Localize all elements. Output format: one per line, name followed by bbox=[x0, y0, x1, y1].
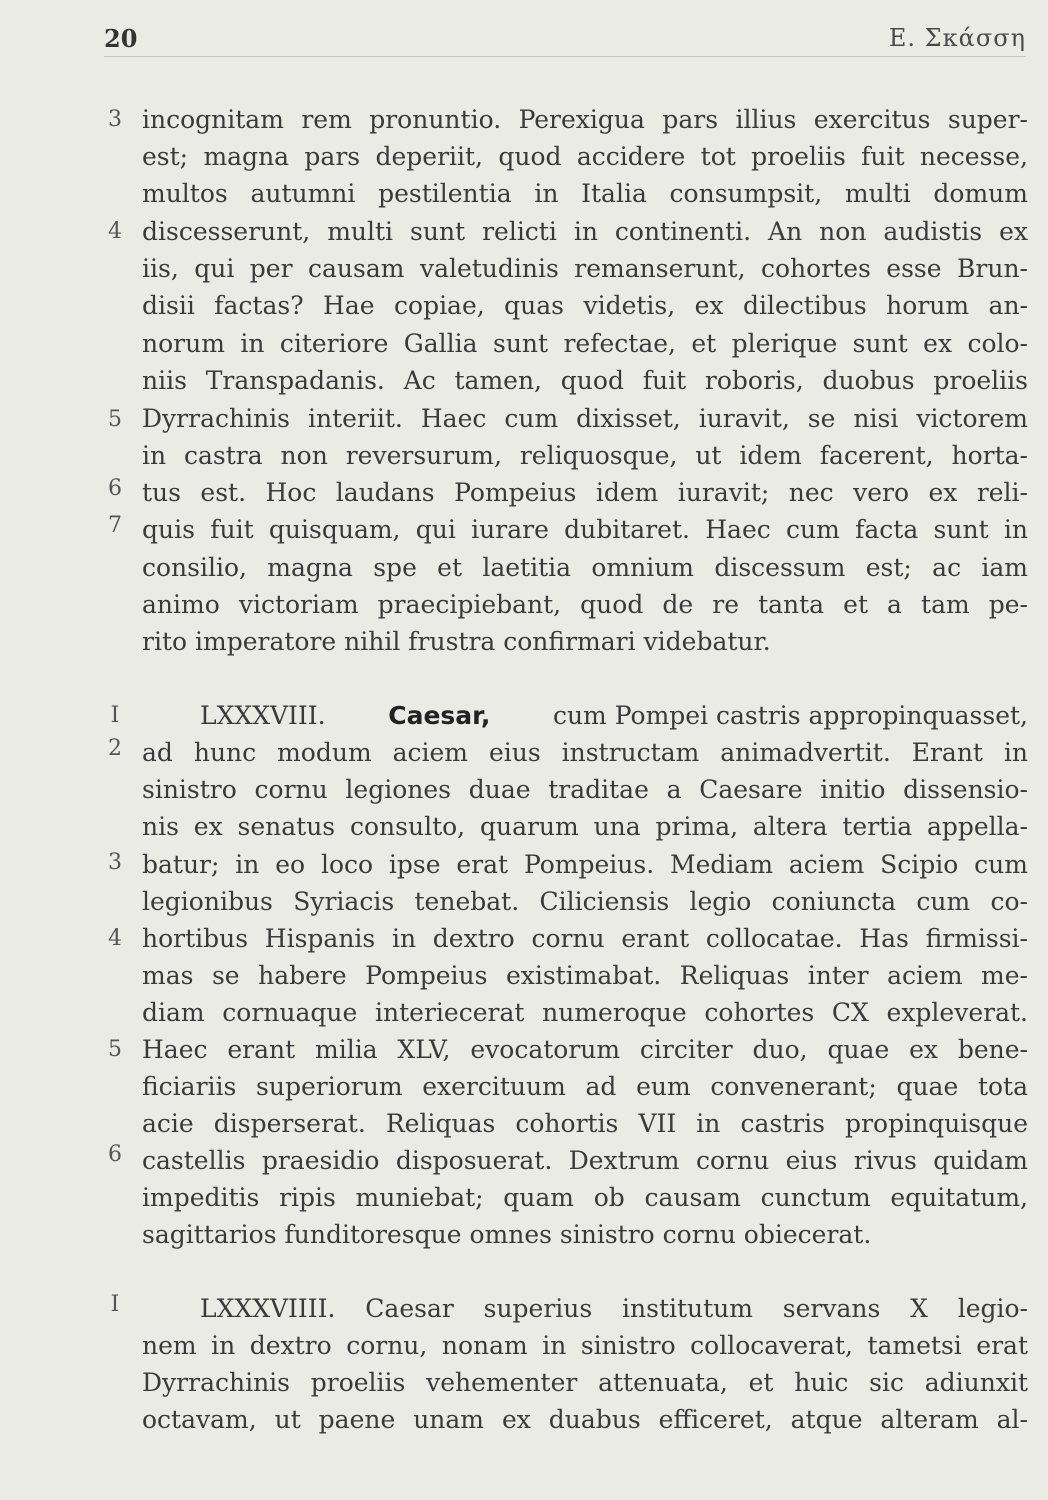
text-line: multos autumni pestilentia in Italia consumpsit, multi domum bbox=[142, 179, 1028, 208]
margin-number: 2 bbox=[108, 736, 122, 761]
margin-number: I bbox=[110, 703, 120, 728]
chapter-heading-line: LXXXVIIII. Caesar superius institutum servans X legio- bbox=[200, 1294, 1028, 1323]
text-line: norum in citeriore Gallia sunt refectae, et plerique sunt ex colo- bbox=[142, 329, 1028, 358]
margin-number: 3 bbox=[108, 850, 122, 875]
text-line: quis fuit quisquam, qui iurare dubitaret. Haec cum facta sunt in bbox=[142, 515, 1028, 544]
text-line: tus est. Hoc laudans Pompeius idem iuravit; nec vero ex reli- bbox=[142, 478, 1028, 507]
text-line: discesserunt, multi sunt relicti in continenti. An non audistis ex bbox=[142, 217, 1028, 246]
text-line: octavam, ut paene unam ex duabus efficeret, atque alteram al- bbox=[142, 1405, 1028, 1434]
text-line: impeditis ripis muniebat; quam ob causam cunctum equitatum, bbox=[142, 1183, 1028, 1212]
margin-number: 4 bbox=[108, 219, 122, 244]
text-line: sagittarios funditoresque omnes sinistro cornu obiecerat. bbox=[142, 1220, 872, 1249]
margin-number: 4 bbox=[108, 926, 122, 951]
margin-number: 6 bbox=[108, 1142, 122, 1167]
chapter-number: LXXXVIII. bbox=[200, 701, 326, 730]
text-line: mas se habere Pompeius existimabat. Reliquas inter aciem me- bbox=[142, 961, 1028, 990]
text-line: animo victoriam praecipiebant, quod de re tanta et a tam pe- bbox=[142, 590, 1028, 619]
margin-number: 7 bbox=[108, 513, 122, 538]
margin-number: 3 bbox=[108, 107, 122, 132]
text-line: niis Transpadanis. Ac tamen, quod fuit roboris, duobus proeliis bbox=[142, 366, 1028, 395]
text-line: diam cornuaque interiecerat numeroque cohortes CX expleverat. bbox=[142, 998, 1028, 1027]
text-line: nem in dextro cornu, nonam in sinistro collocaverat, tametsi erat bbox=[142, 1331, 1028, 1360]
text-line: ad hunc modum aciem eius instructam animadvertit. Erant in bbox=[142, 738, 1028, 767]
text-line: sinistro cornu legiones duae traditae a Caesare initio dissensio- bbox=[142, 775, 1028, 804]
chapter-heading-line bbox=[200, 699, 1028, 733]
text-line: Dyrrachinis proeliis vehementer attenuata, et huic sic adiunxit bbox=[142, 1368, 1028, 1397]
text-line: acie disperserat. Reliquas cohortis VII in castris propinquisque bbox=[142, 1109, 1028, 1138]
page-number: 20 bbox=[104, 24, 138, 53]
text-line: est; magna pars deperiit, quod accidere tot proeliis fuit necesse, bbox=[142, 142, 1028, 171]
text-line: hortibus Hispanis in dextro cornu erant collocatae. Has firmissi- bbox=[142, 924, 1028, 953]
margin-number: 5 bbox=[108, 407, 122, 432]
text-line: disii factas? Hae copiae, quas videtis, ex dilectibus horum an- bbox=[142, 291, 1028, 320]
margin-number: I bbox=[110, 1292, 120, 1317]
chapter-lead-word: Caesar, bbox=[388, 701, 491, 730]
page-header bbox=[0, 22, 1048, 62]
chapter-lead-text: cum Pompei castris appropinquasset, bbox=[552, 701, 1028, 730]
text-line: iis, qui per causam valetudinis remanserunt, cohortes esse Brun- bbox=[142, 254, 1028, 283]
margin-number: 5 bbox=[108, 1037, 122, 1062]
text-line: rito imperatore nihil frustra confirmari videbatur. bbox=[142, 627, 771, 656]
text-line: legionibus Syriacis tenebat. Ciliciensis legio coniuncta cum co- bbox=[142, 887, 1028, 916]
text-line: ficiariis superiorum exercituum ad eum convenerant; quae tota bbox=[142, 1072, 1028, 1101]
text-line: castellis praesidio disposuerat. Dextrum cornu eius rivus quidam bbox=[142, 1146, 1028, 1175]
running-head: E. Σκάσση bbox=[888, 24, 1026, 52]
text-line: incognitam rem pronuntio. Perexigua pars illius exercitus super- bbox=[142, 105, 1028, 134]
text-line: batur; in eo loco ipse erat Pompeius. Mediam aciem Scipio cum bbox=[142, 850, 1028, 879]
text-line: Haec erant milia XLV, evocatorum circiter duo, quae ex bene- bbox=[142, 1035, 1028, 1064]
margin-number: 6 bbox=[108, 476, 122, 501]
text-line: nis ex senatus consulto, quarum una prima, altera tertia appella- bbox=[142, 812, 1028, 841]
text-line: in castra non reversurum, reliquosque, ut idem facerent, horta- bbox=[142, 441, 1028, 470]
header-rule bbox=[104, 56, 1026, 57]
text-line: Dyrrachinis interiit. Haec cum dixisset, iuravit, se nisi victorem bbox=[142, 404, 1028, 433]
text-line: consilio, magna spe et laetitia omnium discessum est; ac iam bbox=[142, 553, 1028, 582]
